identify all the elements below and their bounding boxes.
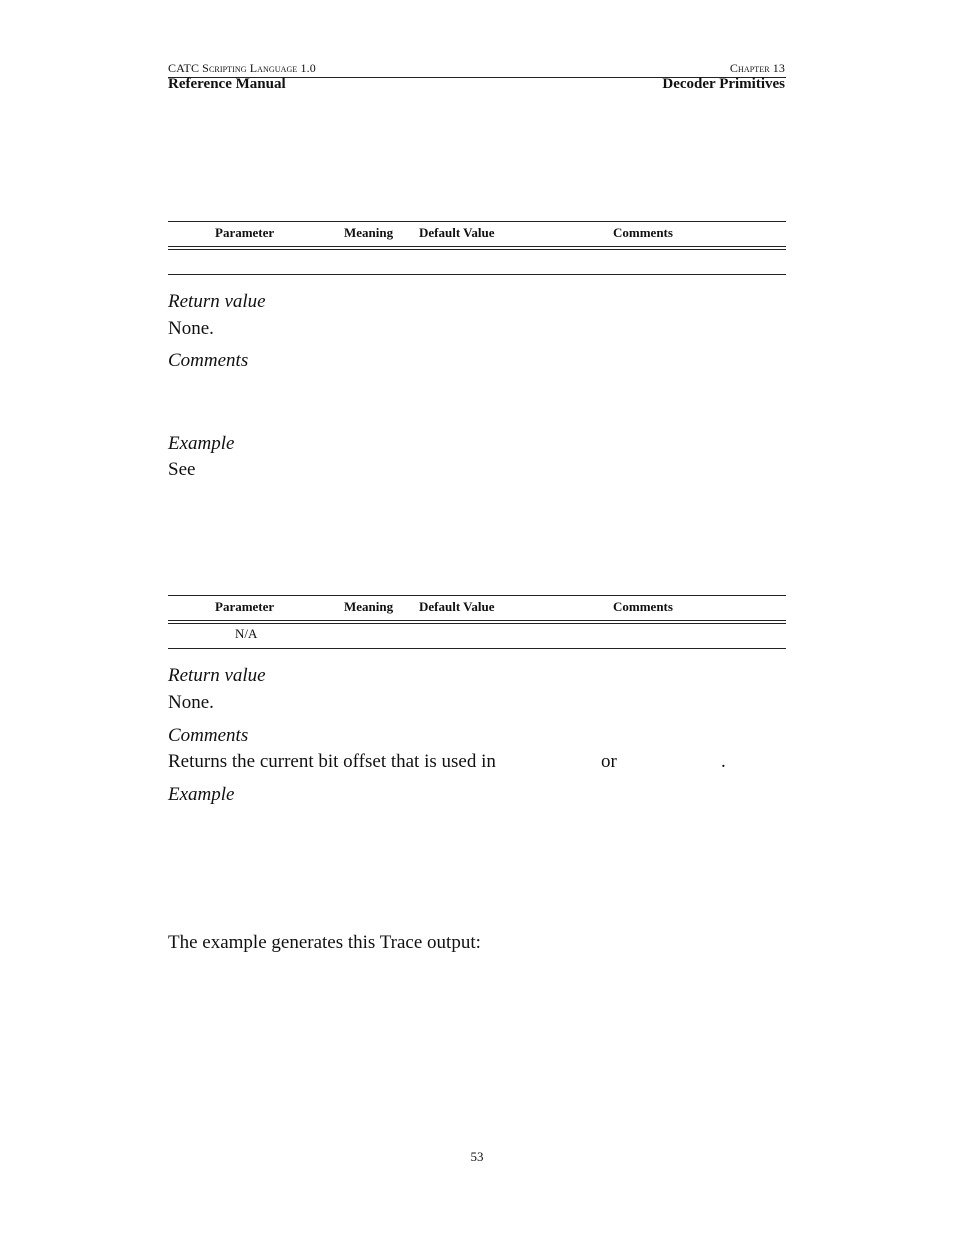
column-header-default-value: Default Value	[419, 225, 495, 240]
table-rule-bottom	[168, 274, 786, 275]
comments-heading: Comments	[168, 725, 249, 746]
header-manual-subtitle: Reference Manual	[168, 76, 286, 92]
return-value-text: None.	[168, 692, 214, 713]
return-value-heading: Return value	[168, 291, 266, 312]
column-header-comments: Comments	[613, 225, 673, 240]
column-header-parameter: Parameter	[215, 225, 275, 240]
column-header-meaning: Meaning	[344, 599, 394, 614]
return-value-heading: Return value	[168, 665, 266, 686]
header-chapter-text: Chapter 13	[729, 61, 785, 75]
example-heading: Example	[168, 433, 235, 454]
header-chapter	[730, 61, 785, 76]
comments-text-part-a: Returns the current bit offset that is used in	[168, 751, 496, 772]
column-header-default-value: Default Value	[419, 599, 495, 614]
comments-text-part-b: or	[601, 751, 617, 772]
column-header-meaning: Meaning	[344, 225, 394, 240]
table-rule-bottom	[168, 648, 786, 649]
table-rule-double-1	[168, 620, 786, 621]
comments-heading: Comments	[168, 350, 249, 371]
table-rule-top	[168, 595, 786, 596]
parameter-table-2	[168, 595, 786, 651]
header-section-title: Decoder Primitives	[662, 76, 785, 92]
trace-output-text: The example generates this Trace output:	[168, 932, 481, 953]
header-manual-title	[168, 61, 316, 76]
parameter-table-1	[168, 221, 786, 277]
comments-text-part-c: .	[721, 751, 726, 772]
table-cell-parameter: N/A	[235, 626, 258, 641]
table-rule-double-2	[168, 623, 786, 624]
example-heading: Example	[168, 784, 235, 805]
column-header-comments: Comments	[613, 599, 673, 614]
header-manual-title-text: CATC Scripting Language 1.0	[168, 61, 316, 75]
column-header-parameter: Parameter	[215, 599, 275, 614]
table-rule-double-1	[168, 246, 786, 247]
return-value-text: None.	[168, 318, 214, 339]
example-text: See	[168, 459, 196, 480]
page-number: 53	[470, 1149, 484, 1164]
table-rule-top	[168, 221, 786, 222]
table-rule-double-2	[168, 249, 786, 250]
